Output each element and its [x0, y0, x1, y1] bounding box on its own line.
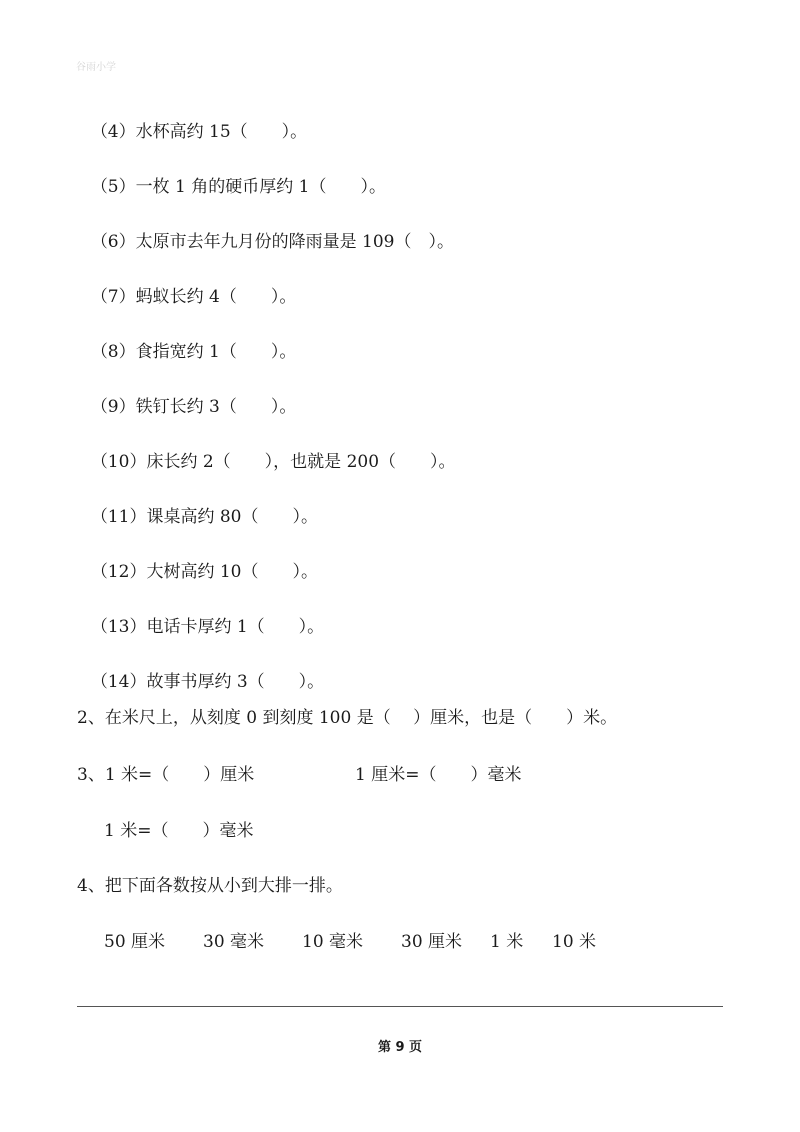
list-item — [80, 432, 456, 472]
value-item: 10 毫米 — [302, 932, 364, 952]
list-item — [80, 652, 324, 692]
item-number: （7） — [90, 287, 136, 307]
item-number: （8） — [90, 342, 136, 362]
value-item: 30 毫米 — [203, 932, 265, 952]
list-item — [80, 487, 318, 527]
item-number: （5） — [90, 177, 136, 197]
question-3-part-b: 1 厘米=（ ）毫米 — [355, 765, 522, 785]
item-text: 一枚 1 角的硬币厚约 1（ ）。 — [135, 177, 386, 197]
question-4-title: 4、把下面各数按从小到大排一排。 — [77, 876, 343, 896]
list-item — [80, 212, 454, 252]
item-text: 课桌高约 80（ ）。 — [146, 507, 318, 527]
value-item: 30 厘米 — [401, 932, 463, 952]
list-item — [80, 102, 307, 142]
value-item: 50 厘米 — [104, 932, 166, 952]
value-item: 10 米 — [552, 932, 597, 952]
list-item — [80, 267, 296, 307]
list-item — [80, 597, 324, 637]
question-2: 2、在米尺上，从刻度 0 到刻度 100 是（ ）厘米，也是（ ）米。 — [77, 708, 618, 728]
page-number: 第 9 页 — [377, 1040, 423, 1055]
item-number: （6） — [90, 232, 136, 252]
watermark-text: 谷雨小学 — [76, 62, 116, 73]
item-text: 蚂蚁长约 4（ ）。 — [135, 287, 297, 307]
value-item: 1 米 — [490, 932, 524, 952]
item-number: （10） — [90, 452, 147, 472]
item-text: 食指宽约 1（ ）。 — [135, 342, 297, 362]
item-number: （9） — [90, 397, 136, 417]
item-number: （4） — [90, 122, 136, 142]
item-number: （14） — [90, 672, 147, 692]
item-text: 太原市去年九月份的降雨量是 109（ ）。 — [135, 232, 454, 252]
item-text: 床长约 2（ ），也就是 200（ ）。 — [146, 452, 456, 472]
question-3-part-a: 3、1 米=（ ）厘米 — [77, 765, 255, 785]
item-number: （13） — [90, 617, 147, 637]
footer-divider — [77, 1006, 723, 1007]
item-text: 电话卡厚约 1（ ）。 — [146, 617, 325, 637]
question-3-part-c: 1 米=（ ）毫米 — [104, 821, 254, 841]
list-item — [80, 322, 296, 362]
item-number: （11） — [90, 507, 147, 527]
item-text: 故事书厚约 3（ ）。 — [146, 672, 325, 692]
item-text: 水杯高约 15（ ）。 — [135, 122, 308, 142]
list-item — [80, 542, 318, 582]
list-item — [80, 157, 386, 197]
item-text: 铁钉长约 3（ ）。 — [135, 397, 297, 417]
item-number: （12） — [90, 562, 147, 582]
item-text: 大树高约 10（ ）。 — [146, 562, 318, 582]
list-item — [80, 377, 296, 417]
